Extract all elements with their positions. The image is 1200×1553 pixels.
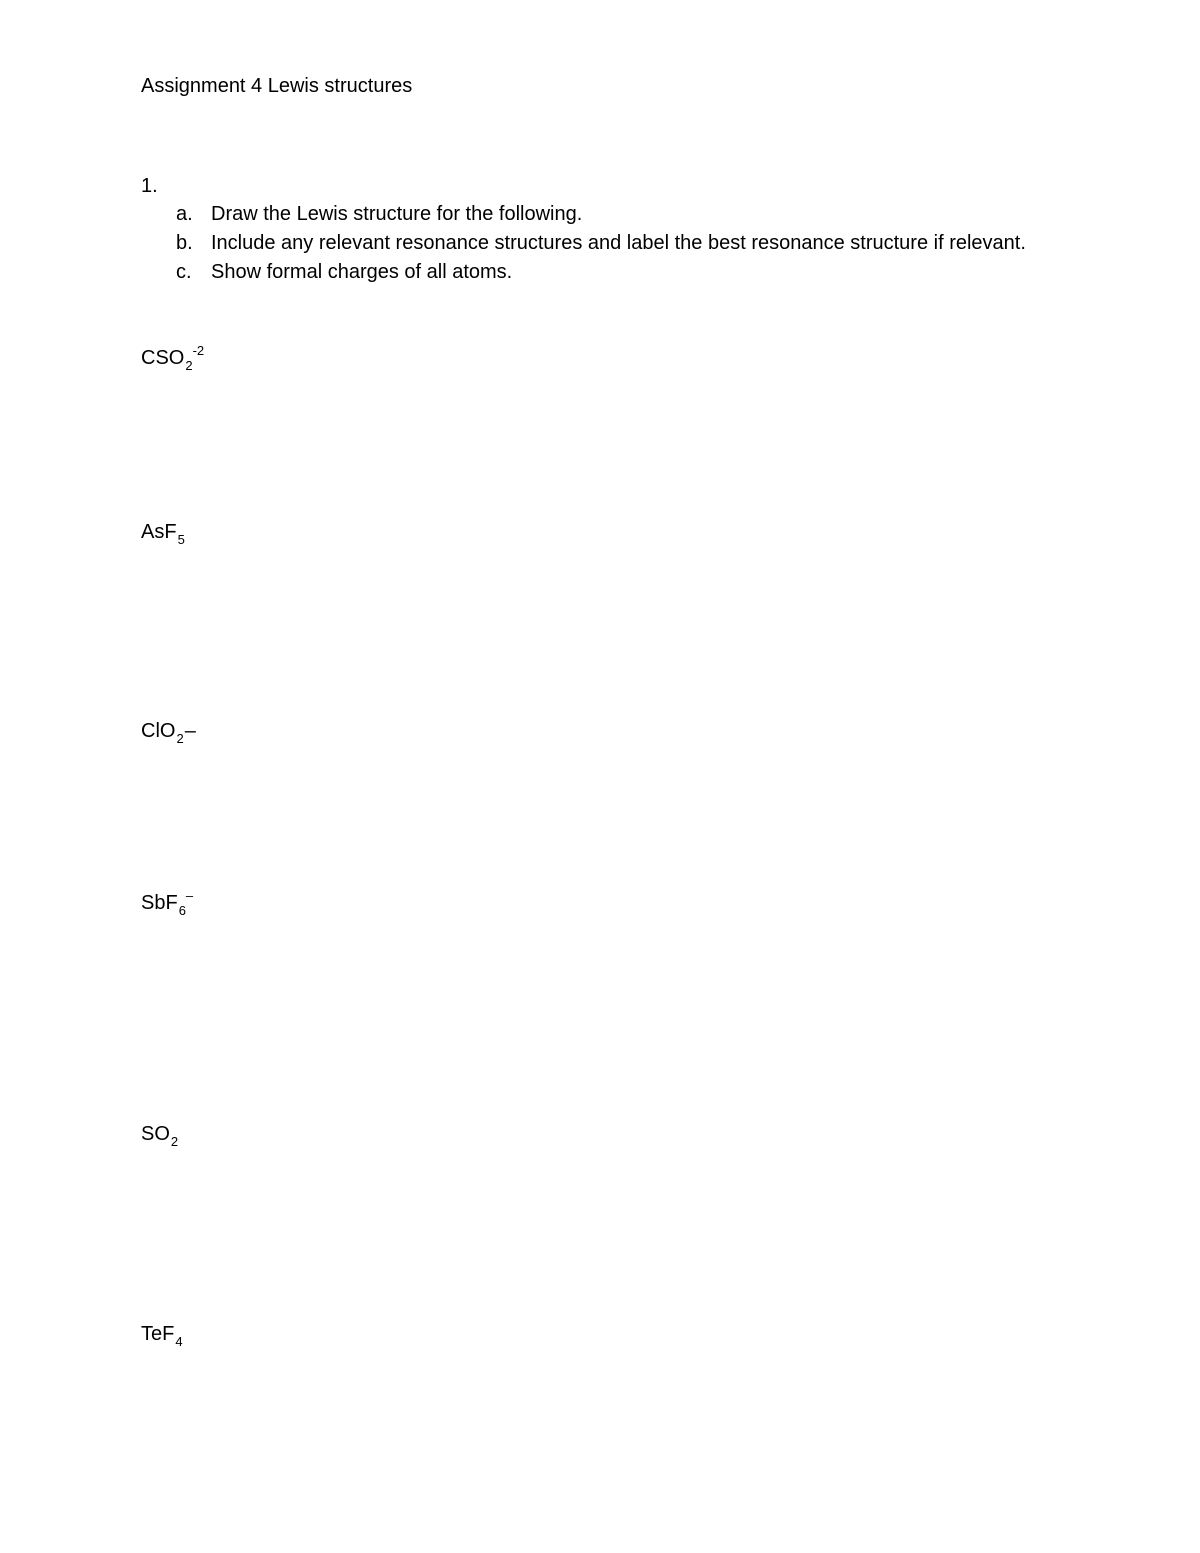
formula-base: CSO — [141, 347, 185, 369]
formula-base: AsF — [141, 521, 177, 543]
instruction-item — [176, 229, 1036, 258]
instruction-text: Show formal charges of all atoms. — [211, 261, 513, 283]
instruction-list — [176, 200, 1036, 287]
instruction-text: Include any relevant resonance structures and label the best resonance structure if relevant. — [211, 232, 1026, 254]
formula-subscript: 2 — [176, 731, 184, 746]
formula-subscript: 2 — [170, 1134, 179, 1149]
formula-cso2 — [141, 344, 204, 374]
formula-subscript: 6 — [178, 903, 186, 918]
formula-base: SO — [141, 1123, 170, 1145]
instruction-item — [176, 258, 1036, 287]
instruction-marker: b. — [176, 232, 193, 254]
formula-clo2 — [141, 717, 196, 747]
instruction-item — [176, 200, 1036, 229]
formula-base: SbF — [141, 892, 178, 914]
instruction-marker: c. — [176, 261, 192, 283]
document-title: Assignment 4 Lewis structures — [141, 75, 413, 97]
formula-subscript: 2 — [185, 358, 193, 373]
formula-sbf6 — [141, 889, 193, 919]
question-number: 1. — [141, 175, 158, 197]
formula-asf5 — [141, 518, 185, 548]
formula-charge: -2 — [192, 343, 205, 358]
formula-subscript: 4 — [175, 1334, 183, 1349]
instruction-marker: a. — [176, 203, 193, 225]
formula-tef4 — [141, 1320, 183, 1350]
instruction-text: Draw the Lewis structure for the following. — [211, 203, 583, 225]
formula-charge: – — [185, 888, 194, 903]
formula-subscript: 5 — [177, 532, 185, 547]
formula-charge: – — [184, 720, 196, 742]
formula-so2 — [141, 1120, 178, 1150]
formula-base: TeF — [141, 1323, 175, 1345]
formula-base: ClO — [141, 720, 176, 742]
